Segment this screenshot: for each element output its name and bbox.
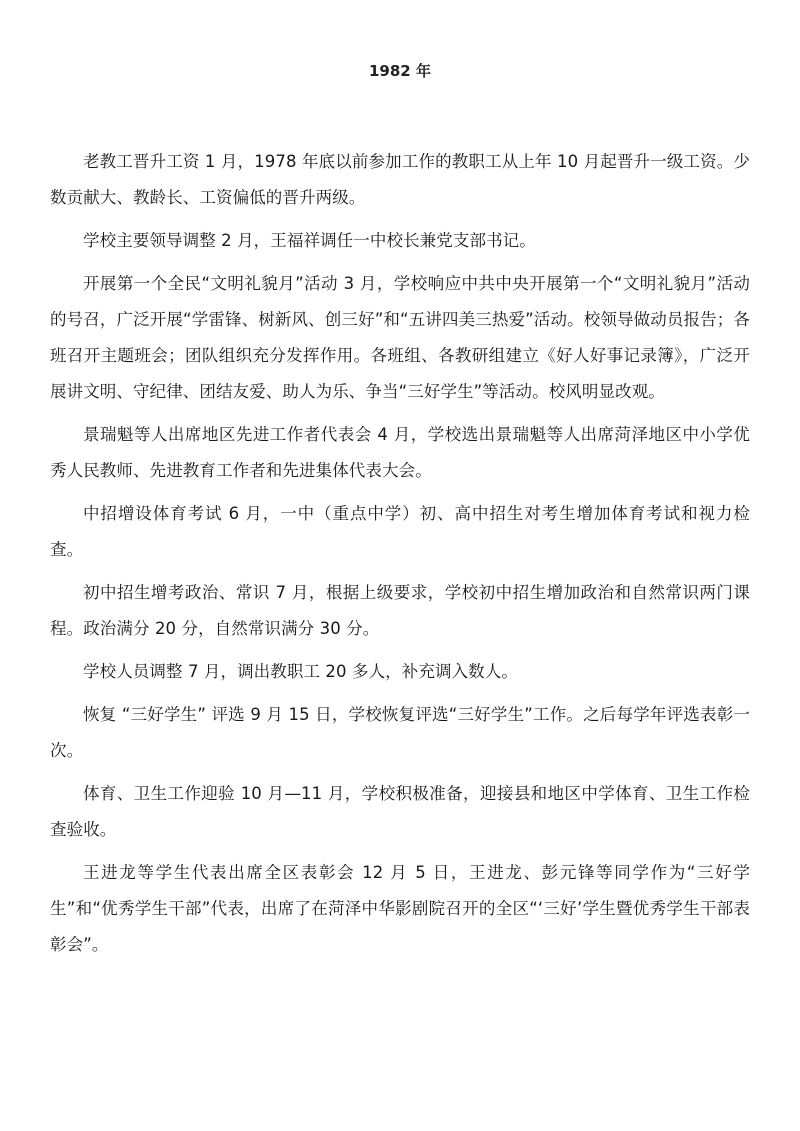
paragraph-7: 学校人员调整 7 月，调出教职工 20 多人，补充调入数人。 bbox=[83, 662, 518, 681]
paragraph-8: 恢复 “三好学生” 评选 9 月 15 日，学校恢复评选“三好学生”工作。之后每学年评选表彰一次。 bbox=[50, 705, 750, 760]
paragraph-5: 中招增设体育考试 6 月，一中（重点中学）初、高中招生对考生增加体育考试和视力检查。 bbox=[50, 504, 750, 559]
paragraph-4: 景瑞魁等人出席地区先进工作者代表会 4 月，学校选出景瑞魁等人出席菏泽地区中小学优秀人民教师、先进教育工作者和先进集体代表大会。 bbox=[50, 425, 750, 480]
paragraph-9: 体育、卫生工作迎验 10 月—11 月，学校积极准备，迎接县和地区中学体育、卫生工作检查验收。 bbox=[50, 784, 750, 839]
paragraph-3: 开展第一个全民“文明礼貌月”活动 3 月，学校响应中共中央开展第一个“文明礼貌月”活动的号召，广泛开展“学雷锋、树新风、创三好”和“五讲四美三热爱”活动。校领导做动员报告；各班召开主题班会；团队组织充分发挥作用。各班组、各教研组建立《好人好事记录簿》，广泛开展讲文明、守纪律、团结友爱、助人为乐、争当“三好学生”等活动。校风明显改观。 bbox=[50, 274, 750, 401]
paragraph-6: 初中招生增考政治、常识 7 月，根据上级要求，学校初中招生增加政治和自然常识两门课程。政治满分 20 分，自然常识满分 30 分。 bbox=[50, 583, 750, 638]
page-title: 1982 年 bbox=[369, 62, 431, 80]
paragraph-1: 老教工晋升工资 1 月，1978 年底以前参加工作的教职工从上年 10 月起晋升一级工资。少数贡献大、教龄长、工资偏低的晋升两级。 bbox=[50, 152, 750, 207]
paragraph-2: 学校主要领导调整 2 月，王福祥调任一中校长兼党支部书记。 bbox=[83, 231, 536, 250]
paragraph-10: 王进龙等学生代表出席全区表彰会 12 月 5 日，王进龙、彭元锋等同学作为“三好学生”和“优秀学生干部”代表，出席了在菏泽中华影剧院召开的全区“‘三好’学生暨优秀学生干部表彰会”。 bbox=[50, 863, 750, 954]
document-body bbox=[50, 144, 750, 970]
